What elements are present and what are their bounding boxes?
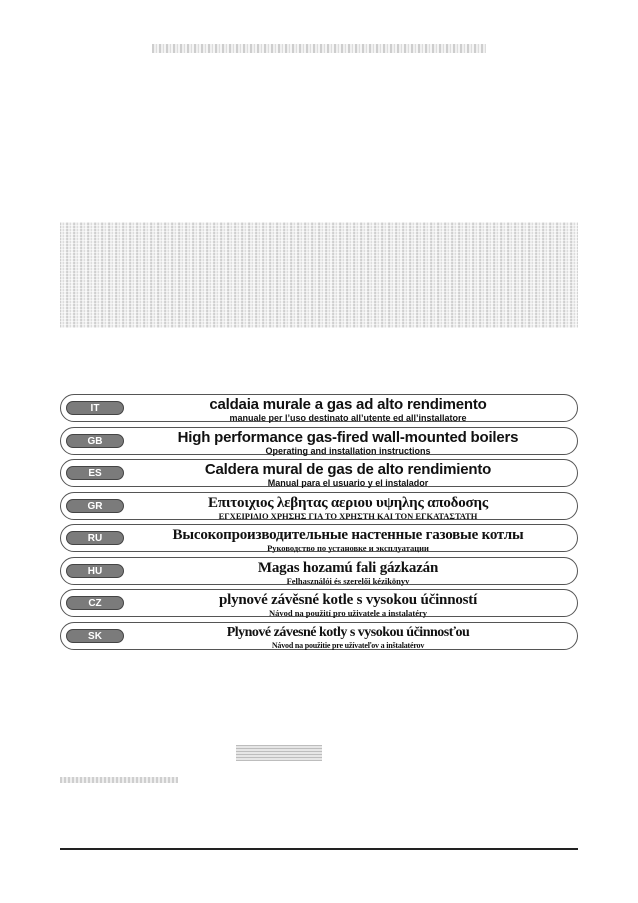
scanned-mark-artifact	[236, 745, 322, 761]
language-row-gb	[60, 427, 578, 455]
language-titles	[129, 495, 567, 521]
language-row-sk	[60, 622, 578, 650]
language-title: Высокопроизводительные настенные газовые котлы	[172, 527, 524, 543]
language-titles	[129, 430, 567, 456]
language-subtitle: Felhasználói és szerelői kézikönyv	[286, 575, 410, 586]
scanned-cover-image	[60, 222, 578, 328]
language-title: Επιτοιχιος λεβητας αεριου υψηλης αποδοσης	[208, 494, 488, 511]
language-row-es	[60, 459, 578, 487]
language-code-badge: HU	[66, 564, 124, 578]
language-subtitle: ΕΓΧΕΙΡΙΔΙΟ ΧΡΗΣΗΣ ΓΙΑ ΤΟ ΧΡΗΣΤΗ ΚΑΙ ΤΟΝ ΕΓΚΑΤΑΣΤΑΤΗ	[218, 510, 478, 521]
footer-divider	[60, 848, 578, 850]
language-title: High performance gas-fired wall-mounted boilers	[177, 428, 519, 446]
language-titles	[129, 592, 567, 618]
language-subtitle: Návod na použitie pre užívateľov a inštalatérov	[271, 640, 425, 650]
language-subtitle: Operating and installation instructions	[265, 445, 431, 456]
language-titles	[129, 397, 567, 423]
language-title: Caldera mural de gas de alto rendimiento	[204, 461, 492, 478]
language-titles	[129, 560, 567, 586]
language-code-badge: IT	[66, 401, 124, 415]
language-row-hu	[60, 557, 578, 585]
scanned-footer-artifact	[60, 777, 178, 783]
language-title: plynové závěsné kotle s vysokou účinností	[218, 592, 478, 608]
language-row-cz	[60, 589, 578, 617]
language-row-gr	[60, 492, 578, 520]
language-code-badge: CZ	[66, 596, 124, 610]
language-subtitle: Návod na použití pro uživatele a instalatéry	[268, 608, 428, 618]
language-titles	[129, 625, 567, 651]
language-title: caldaia murale a gas ad alto rendimento	[209, 396, 487, 413]
language-code-badge: RU	[66, 531, 124, 545]
language-subtitle: Manual para el usuario y el instalador	[267, 478, 429, 488]
language-titles	[129, 462, 567, 488]
language-code-badge: GR	[66, 499, 124, 513]
language-code-badge: ES	[66, 466, 124, 480]
language-subtitle: manuale per l’uso destinato all’utente ed all’installatore	[229, 413, 467, 423]
language-code-badge: GB	[66, 434, 124, 448]
scanned-header-artifact	[152, 44, 486, 53]
language-code-badge: SK	[66, 629, 124, 643]
language-title: Plynové závesné kotly s vysokou účinnosťou	[226, 624, 470, 640]
language-subtitle: Руководство по установке и эксплуатации	[267, 543, 429, 553]
language-titles	[129, 527, 567, 553]
language-row-ru	[60, 524, 578, 552]
language-row-it	[60, 394, 578, 422]
language-list	[60, 394, 578, 654]
language-title: Magas hozamú fali gázkazán	[257, 559, 439, 576]
